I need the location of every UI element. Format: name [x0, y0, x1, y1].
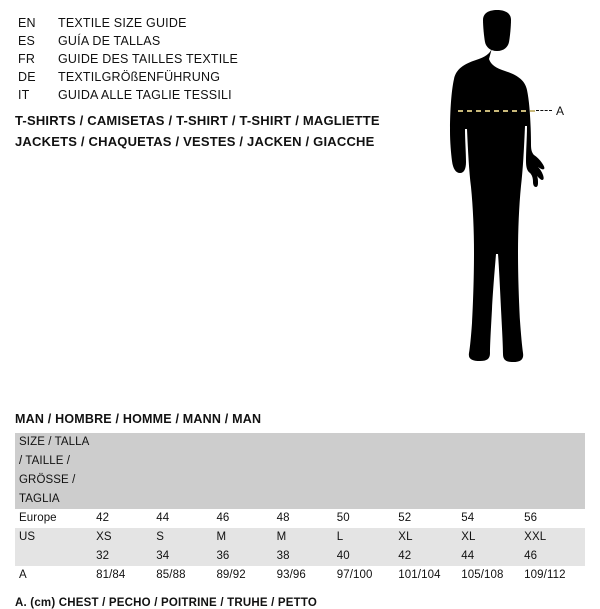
- garment-line-tshirts: T-SHIRTS / CAMISETAS / T-SHIRT / T-SHIRT / MAGLIETTE: [15, 113, 380, 128]
- row-cell: 44: [459, 547, 522, 566]
- table-header-cell: [94, 433, 154, 509]
- row-cell: 46: [522, 547, 585, 566]
- row-cell: 42: [396, 547, 459, 566]
- row-cell: 34: [154, 547, 214, 566]
- table-title: MAN / HOMBRE / HOMME / MANN / MAN: [15, 412, 262, 426]
- row-cell: L: [335, 528, 397, 547]
- row-cell: S: [154, 528, 214, 547]
- row-cell: 54: [459, 509, 522, 528]
- legend-language-code: IT: [18, 88, 30, 102]
- row-cell: 101/104: [396, 566, 459, 585]
- row-cell: 52: [396, 509, 459, 528]
- garment-categories: [15, 110, 435, 152]
- legend-language-code: FR: [18, 52, 36, 66]
- legend-language-code: ES: [18, 34, 36, 48]
- garment-line-jackets: JACKETS / CHAQUETAS / VESTES / JACKEN / GIACCHE: [15, 134, 375, 149]
- row-cell: 89/92: [214, 566, 274, 585]
- row-cell: 105/108: [459, 566, 522, 585]
- row-cell: 56: [522, 509, 585, 528]
- size-table: [15, 433, 585, 585]
- legend-language-text: GUÍA DE TALLAS: [58, 34, 161, 48]
- row-cell: M: [214, 528, 274, 547]
- row-cell: 32: [94, 547, 154, 566]
- row-label: Europe: [15, 509, 94, 528]
- table-header-row: [15, 433, 585, 509]
- legend-row: [18, 88, 378, 106]
- table-header-cell: [335, 433, 397, 509]
- legend-language-code: DE: [18, 70, 36, 84]
- size-table-section: [15, 412, 585, 609]
- row-cell: 50: [335, 509, 397, 528]
- row-cell: 38: [275, 547, 335, 566]
- silhouette-svg: [410, 10, 595, 400]
- row-cell: M: [275, 528, 335, 547]
- row-cell: 85/88: [154, 566, 214, 585]
- row-cell: 97/100: [335, 566, 397, 585]
- table-row: [15, 566, 585, 585]
- table-header-cell: [214, 433, 274, 509]
- legend-row: [18, 52, 378, 70]
- legend-language-code: EN: [18, 16, 36, 30]
- row-label: [15, 547, 94, 566]
- table-header-cell: [154, 433, 214, 509]
- legend-language-text: GUIDA ALLE TAGLIE TESSILI: [58, 88, 232, 102]
- row-cell: XL: [396, 528, 459, 547]
- row-cell: 44: [154, 509, 214, 528]
- male-silhouette-illustration: [410, 10, 595, 400]
- row-cell: XXL: [522, 528, 585, 547]
- legend-language-text: TEXTILGRÖßENFÜHRUNG: [58, 70, 221, 84]
- row-cell: 46: [214, 509, 274, 528]
- legend-row: [18, 70, 378, 88]
- table-row: [15, 528, 585, 547]
- table-header-cell: [459, 433, 522, 509]
- row-label: US: [15, 528, 94, 547]
- language-legend: [18, 16, 378, 106]
- table-header-label: SIZE / TALLA / TAILLE / GRÖSSE / TAGLIA: [15, 433, 94, 509]
- row-cell: 40: [335, 547, 397, 566]
- row-cell: 109/112: [522, 566, 585, 585]
- table-header-cell: [396, 433, 459, 509]
- row-cell: 48: [275, 509, 335, 528]
- row-cell: 93/96: [275, 566, 335, 585]
- table-header-cell: [275, 433, 335, 509]
- table-row: [15, 509, 585, 528]
- row-label: A: [15, 566, 94, 585]
- measure-label-a: A: [556, 104, 565, 118]
- row-cell: 42: [94, 509, 154, 528]
- row-cell: XL: [459, 528, 522, 547]
- legend-language-text: TEXTILE SIZE GUIDE: [58, 16, 187, 30]
- measure-leader-icon: [536, 110, 552, 112]
- table-row: [15, 547, 585, 566]
- row-cell: 81/84: [94, 566, 154, 585]
- legend-row: [18, 34, 378, 52]
- table-footnote: A. (cm) CHEST / PECHO / POITRINE / TRUHE / PETTO: [15, 597, 318, 609]
- legend-row: [18, 16, 378, 34]
- row-cell: 36: [214, 547, 274, 566]
- table-header-cell: [522, 433, 585, 509]
- row-cell: XS: [94, 528, 154, 547]
- legend-language-text: GUIDE DES TAILLES TEXTILE: [58, 52, 239, 66]
